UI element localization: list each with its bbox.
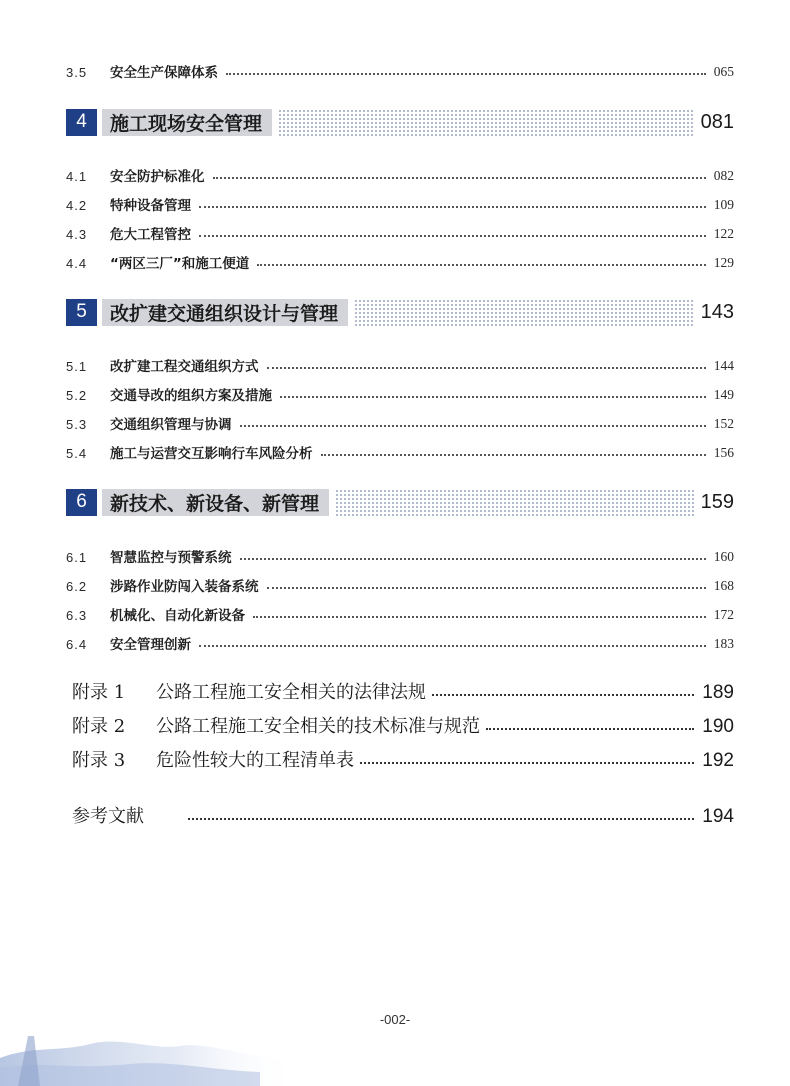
chapter-4-header[interactable]	[66, 107, 734, 137]
leader-dots	[240, 425, 706, 427]
toc-section-6-2[interactable]	[66, 574, 734, 596]
toc-appendix-1[interactable]	[72, 676, 734, 704]
leader-dots	[267, 587, 706, 589]
chapter-6-header[interactable]	[66, 487, 734, 517]
section-title: “两区三厂”和施工便道	[110, 256, 250, 272]
section-number: 5.2	[66, 388, 88, 403]
leader-dots	[257, 264, 706, 266]
section-page: 082	[713, 168, 734, 183]
section-title: 施工与运营交互影响行车风险分析	[110, 446, 313, 462]
appendix-title: 危险性较大的工程清单表	[156, 750, 354, 771]
leader-dots	[199, 206, 706, 208]
section-number: 4.2	[66, 198, 88, 213]
chapter-number-badge: 6	[66, 489, 97, 516]
dotted-band	[278, 109, 695, 136]
references-page: 194	[702, 806, 734, 827]
section-title: 交通组织管理与协调	[110, 417, 232, 433]
section-page: 065	[713, 64, 734, 79]
toc-section-3-5[interactable]	[66, 60, 734, 82]
section-page: 160	[713, 549, 734, 564]
leader-dots	[432, 694, 694, 696]
section-page: 144	[713, 358, 734, 373]
section-page: 183	[713, 636, 734, 651]
leader-dots	[213, 177, 706, 179]
leader-dots	[360, 762, 694, 764]
leader-dots	[240, 558, 706, 560]
leader-dots	[321, 454, 706, 456]
toc-appendix-3[interactable]	[72, 744, 734, 772]
toc-section-5-4[interactable]	[66, 441, 734, 463]
section-number: 3.5	[66, 65, 88, 80]
appendix-label: 附录 3	[72, 750, 126, 771]
dotted-band	[354, 299, 695, 326]
leader-dots	[253, 616, 706, 618]
toc-section-5-1[interactable]	[66, 354, 734, 376]
leader-dots	[199, 645, 706, 647]
leader-dots	[226, 73, 706, 75]
chapter-page: 081	[700, 110, 734, 133]
chapter-page: 143	[700, 300, 734, 323]
dotted-band	[335, 489, 695, 516]
section-title: 机械化、自动化新设备	[110, 608, 245, 624]
chapter-title: 施工现场安全管理	[102, 109, 272, 136]
leader-dots	[267, 367, 706, 369]
section-number: 5.3	[66, 417, 88, 432]
section-page: 109	[713, 197, 734, 212]
chapter-title: 新技术、新设备、新管理	[102, 489, 329, 516]
section-page: 149	[713, 387, 734, 402]
section-page: 168	[713, 578, 734, 593]
landscape-decoration	[0, 1006, 300, 1086]
chapter-title: 改扩建交通组织设计与管理	[102, 299, 348, 326]
section-title: 安全防护标准化	[110, 169, 205, 185]
section-number: 6.3	[66, 608, 88, 623]
toc-section-6-3[interactable]	[66, 603, 734, 625]
toc-section-6-4[interactable]	[66, 632, 734, 654]
section-title: 安全管理创新	[110, 637, 191, 653]
section-title: 危大工程管控	[110, 227, 191, 243]
appendix-page: 190	[702, 716, 734, 737]
page-number: -002-	[379, 1012, 411, 1027]
section-title: 改扩建工程交通组织方式	[110, 359, 259, 375]
toc-references[interactable]	[72, 800, 734, 828]
toc-section-4-4[interactable]	[66, 251, 734, 273]
chapter-page: 159	[700, 490, 734, 513]
toc-section-4-3[interactable]	[66, 222, 734, 244]
toc-appendix-2[interactable]	[72, 710, 734, 738]
section-title: 交通导改的组织方案及措施	[110, 388, 272, 404]
section-number: 4.4	[66, 256, 88, 271]
toc-section-6-1[interactable]	[66, 545, 734, 567]
leader-dots	[199, 235, 706, 237]
section-number: 5.1	[66, 359, 88, 374]
section-number: 5.4	[66, 446, 88, 461]
section-page: 122	[713, 226, 734, 241]
appendix-page: 189	[702, 682, 734, 703]
section-page: 152	[713, 416, 734, 431]
section-number: 4.1	[66, 169, 88, 184]
references-label: 参考文献	[72, 806, 144, 827]
leader-dots	[188, 818, 694, 820]
section-number: 4.3	[66, 227, 88, 242]
toc-section-5-3[interactable]	[66, 412, 734, 434]
appendix-label: 附录 1	[72, 682, 126, 703]
appendix-page: 192	[702, 750, 734, 771]
chapter-number-badge: 5	[66, 299, 97, 326]
leader-dots	[280, 396, 706, 398]
toc-section-4-2[interactable]	[66, 193, 734, 215]
appendix-label: 附录 2	[72, 716, 126, 737]
leader-dots	[486, 728, 694, 730]
chapter-number-badge: 4	[66, 109, 97, 136]
section-title: 涉路作业防闯入装备系统	[110, 579, 259, 595]
appendix-title: 公路工程施工安全相关的法律法规	[156, 682, 426, 703]
section-title: 特种设备管理	[110, 198, 191, 214]
chapter-5-header[interactable]	[66, 297, 734, 327]
section-number: 6.2	[66, 579, 88, 594]
toc-section-4-1[interactable]	[66, 164, 734, 186]
section-title: 智慧监控与预警系统	[110, 550, 232, 566]
section-number: 6.1	[66, 550, 88, 565]
section-number: 6.4	[66, 637, 88, 652]
appendix-title: 公路工程施工安全相关的技术标准与规范	[156, 716, 480, 737]
section-page: 129	[713, 255, 734, 270]
section-page: 172	[713, 607, 734, 622]
section-title: 安全生产保障体系	[110, 65, 218, 81]
toc-section-5-2[interactable]	[66, 383, 734, 405]
section-page: 156	[713, 445, 734, 460]
